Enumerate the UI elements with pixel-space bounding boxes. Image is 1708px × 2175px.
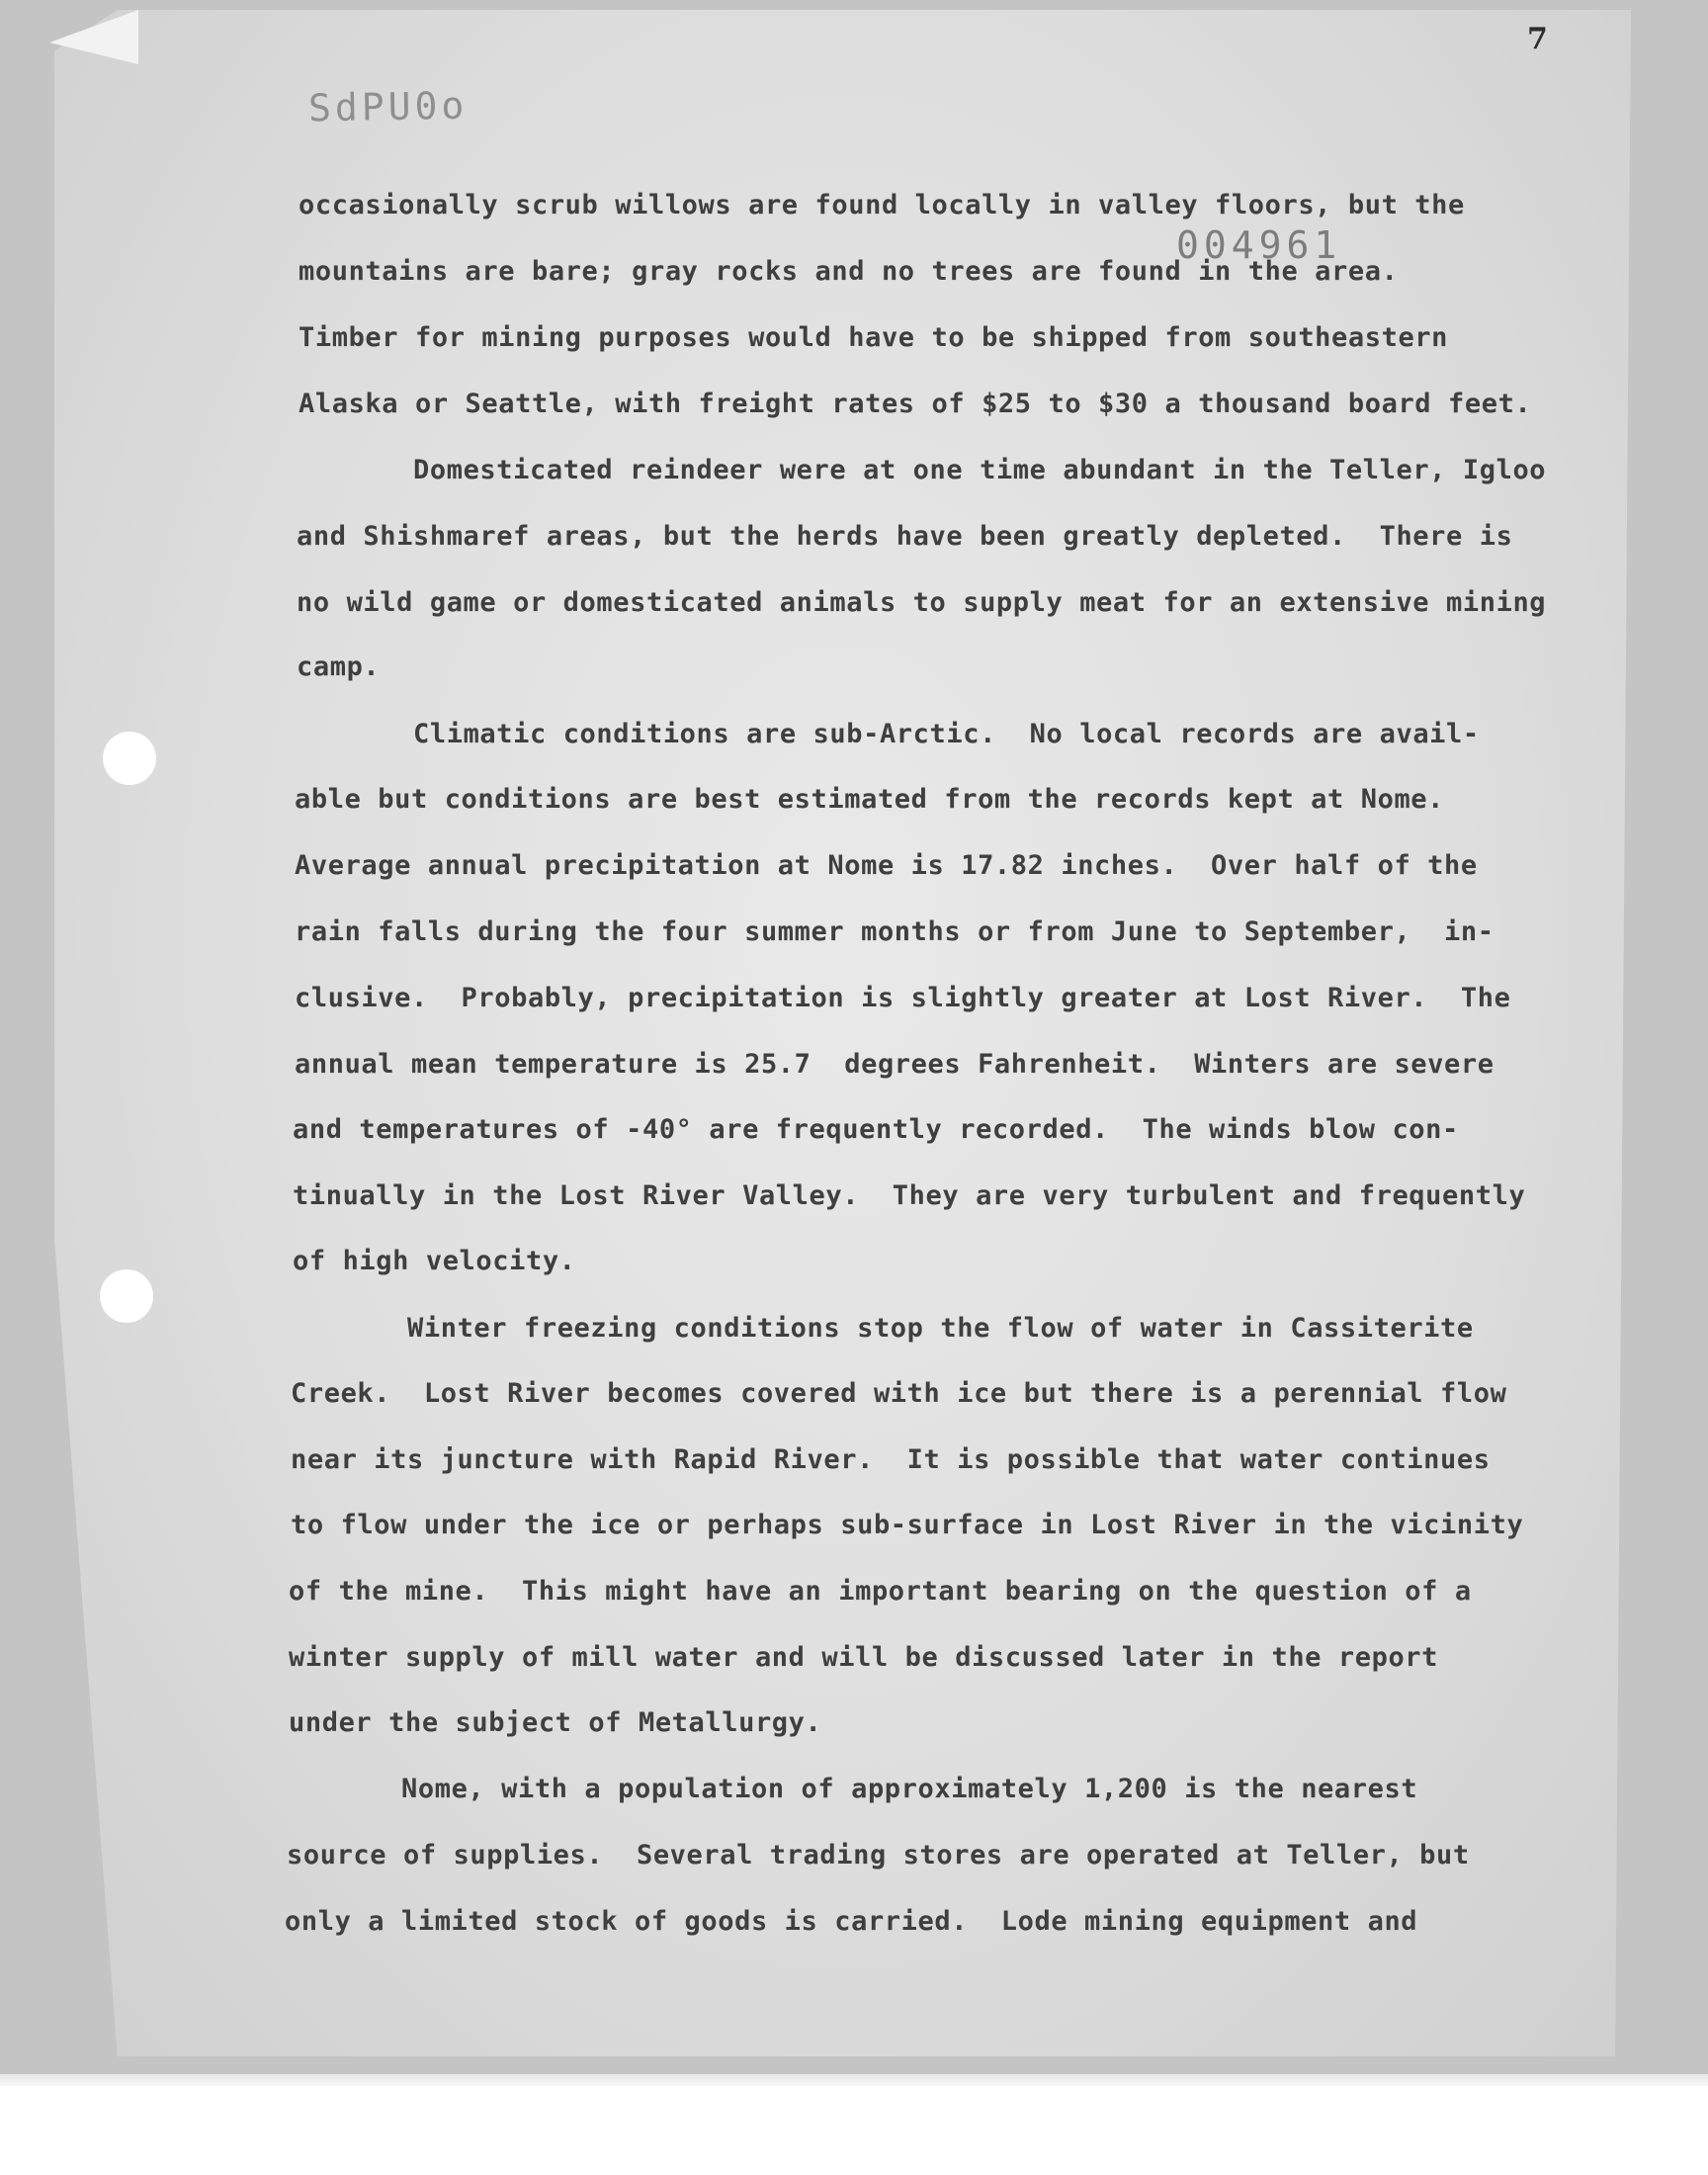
text-line: of the mine. This might have an important bearing on the question of a: [289, 1576, 1472, 1607]
text-line: occasionally scrub willows are found locally in valley floors, but the: [299, 190, 1465, 220]
text-line: clusive. Probably, precipitation is slightly greater at Lost River. The: [295, 983, 1511, 1013]
scan-bottom-edge: [0, 2074, 1708, 2086]
punch-hole: [103, 732, 156, 785]
text-line: near its juncture with Rapid River. It is possible that water continues: [291, 1444, 1491, 1475]
text-line: source of supplies. Several trading stores are operated at Teller, but: [287, 1840, 1470, 1870]
text-line: able but conditions are best estimated from the records kept at Nome.: [295, 784, 1445, 815]
stamp-number-left: SdPU0o: [307, 83, 469, 130]
text-line: of high velocity.: [293, 1246, 576, 1276]
text-line: Domesticated reindeer were at one time abundant in the Teller, Igloo: [413, 455, 1547, 485]
text-line: Winter freezing conditions stop the flow of water in Cassiterite: [407, 1313, 1474, 1344]
text-line: Alaska or Seattle, with freight rates of $25 to $30 a thousand board feet.: [299, 389, 1532, 419]
text-line: camp.: [297, 652, 381, 682]
text-line: annual mean temperature is 25.7 degrees Fahrenheit. Winters are severe: [295, 1049, 1494, 1080]
text-line: Creek. Lost River becomes covered with ice but there is a perennial flow: [291, 1378, 1507, 1409]
document-page: [54, 10, 1631, 2056]
page-number: 7: [1527, 22, 1548, 56]
text-line: Climatic conditions are sub-Arctic. No local records are avail-: [413, 719, 1480, 749]
text-line: winter supply of mill water and will be discussed later in the report: [289, 1642, 1439, 1673]
text-line: tinually in the Lost River Valley. They are very turbulent and frequently: [293, 1180, 1526, 1211]
text-line: no wild game or domesticated animals to supply meat for an extensive mining: [297, 587, 1547, 618]
text-line: to flow under the ice or perhaps sub-surface in Lost River in the vicinity: [291, 1510, 1524, 1540]
text-line: mountains are bare; gray rocks and no trees are found in the area.: [299, 256, 1399, 287]
text-line: Average annual precipitation at Nome is 17.82 inches. Over half of the: [295, 850, 1478, 881]
text-line: Timber for mining purposes would have to be shipped from southeastern: [299, 322, 1449, 353]
text-line: and temperatures of -40° are frequently recorded. The winds blow con-: [293, 1114, 1459, 1145]
text-line: Nome, with a population of approximately 1,200 is the nearest: [401, 1774, 1418, 1804]
punch-hole: [100, 1269, 153, 1323]
text-line: under the subject of Metallurgy.: [289, 1707, 822, 1738]
stamp-number-right: 004961: [1176, 223, 1342, 267]
text-line: rain falls during the four summer months or from June to September, in-: [295, 916, 1494, 947]
text-line: only a limited stock of goods is carried. Lode mining equipment and: [285, 1906, 1418, 1937]
text-line: and Shishmaref areas, but the herds have been greatly depleted. There is: [297, 521, 1513, 552]
